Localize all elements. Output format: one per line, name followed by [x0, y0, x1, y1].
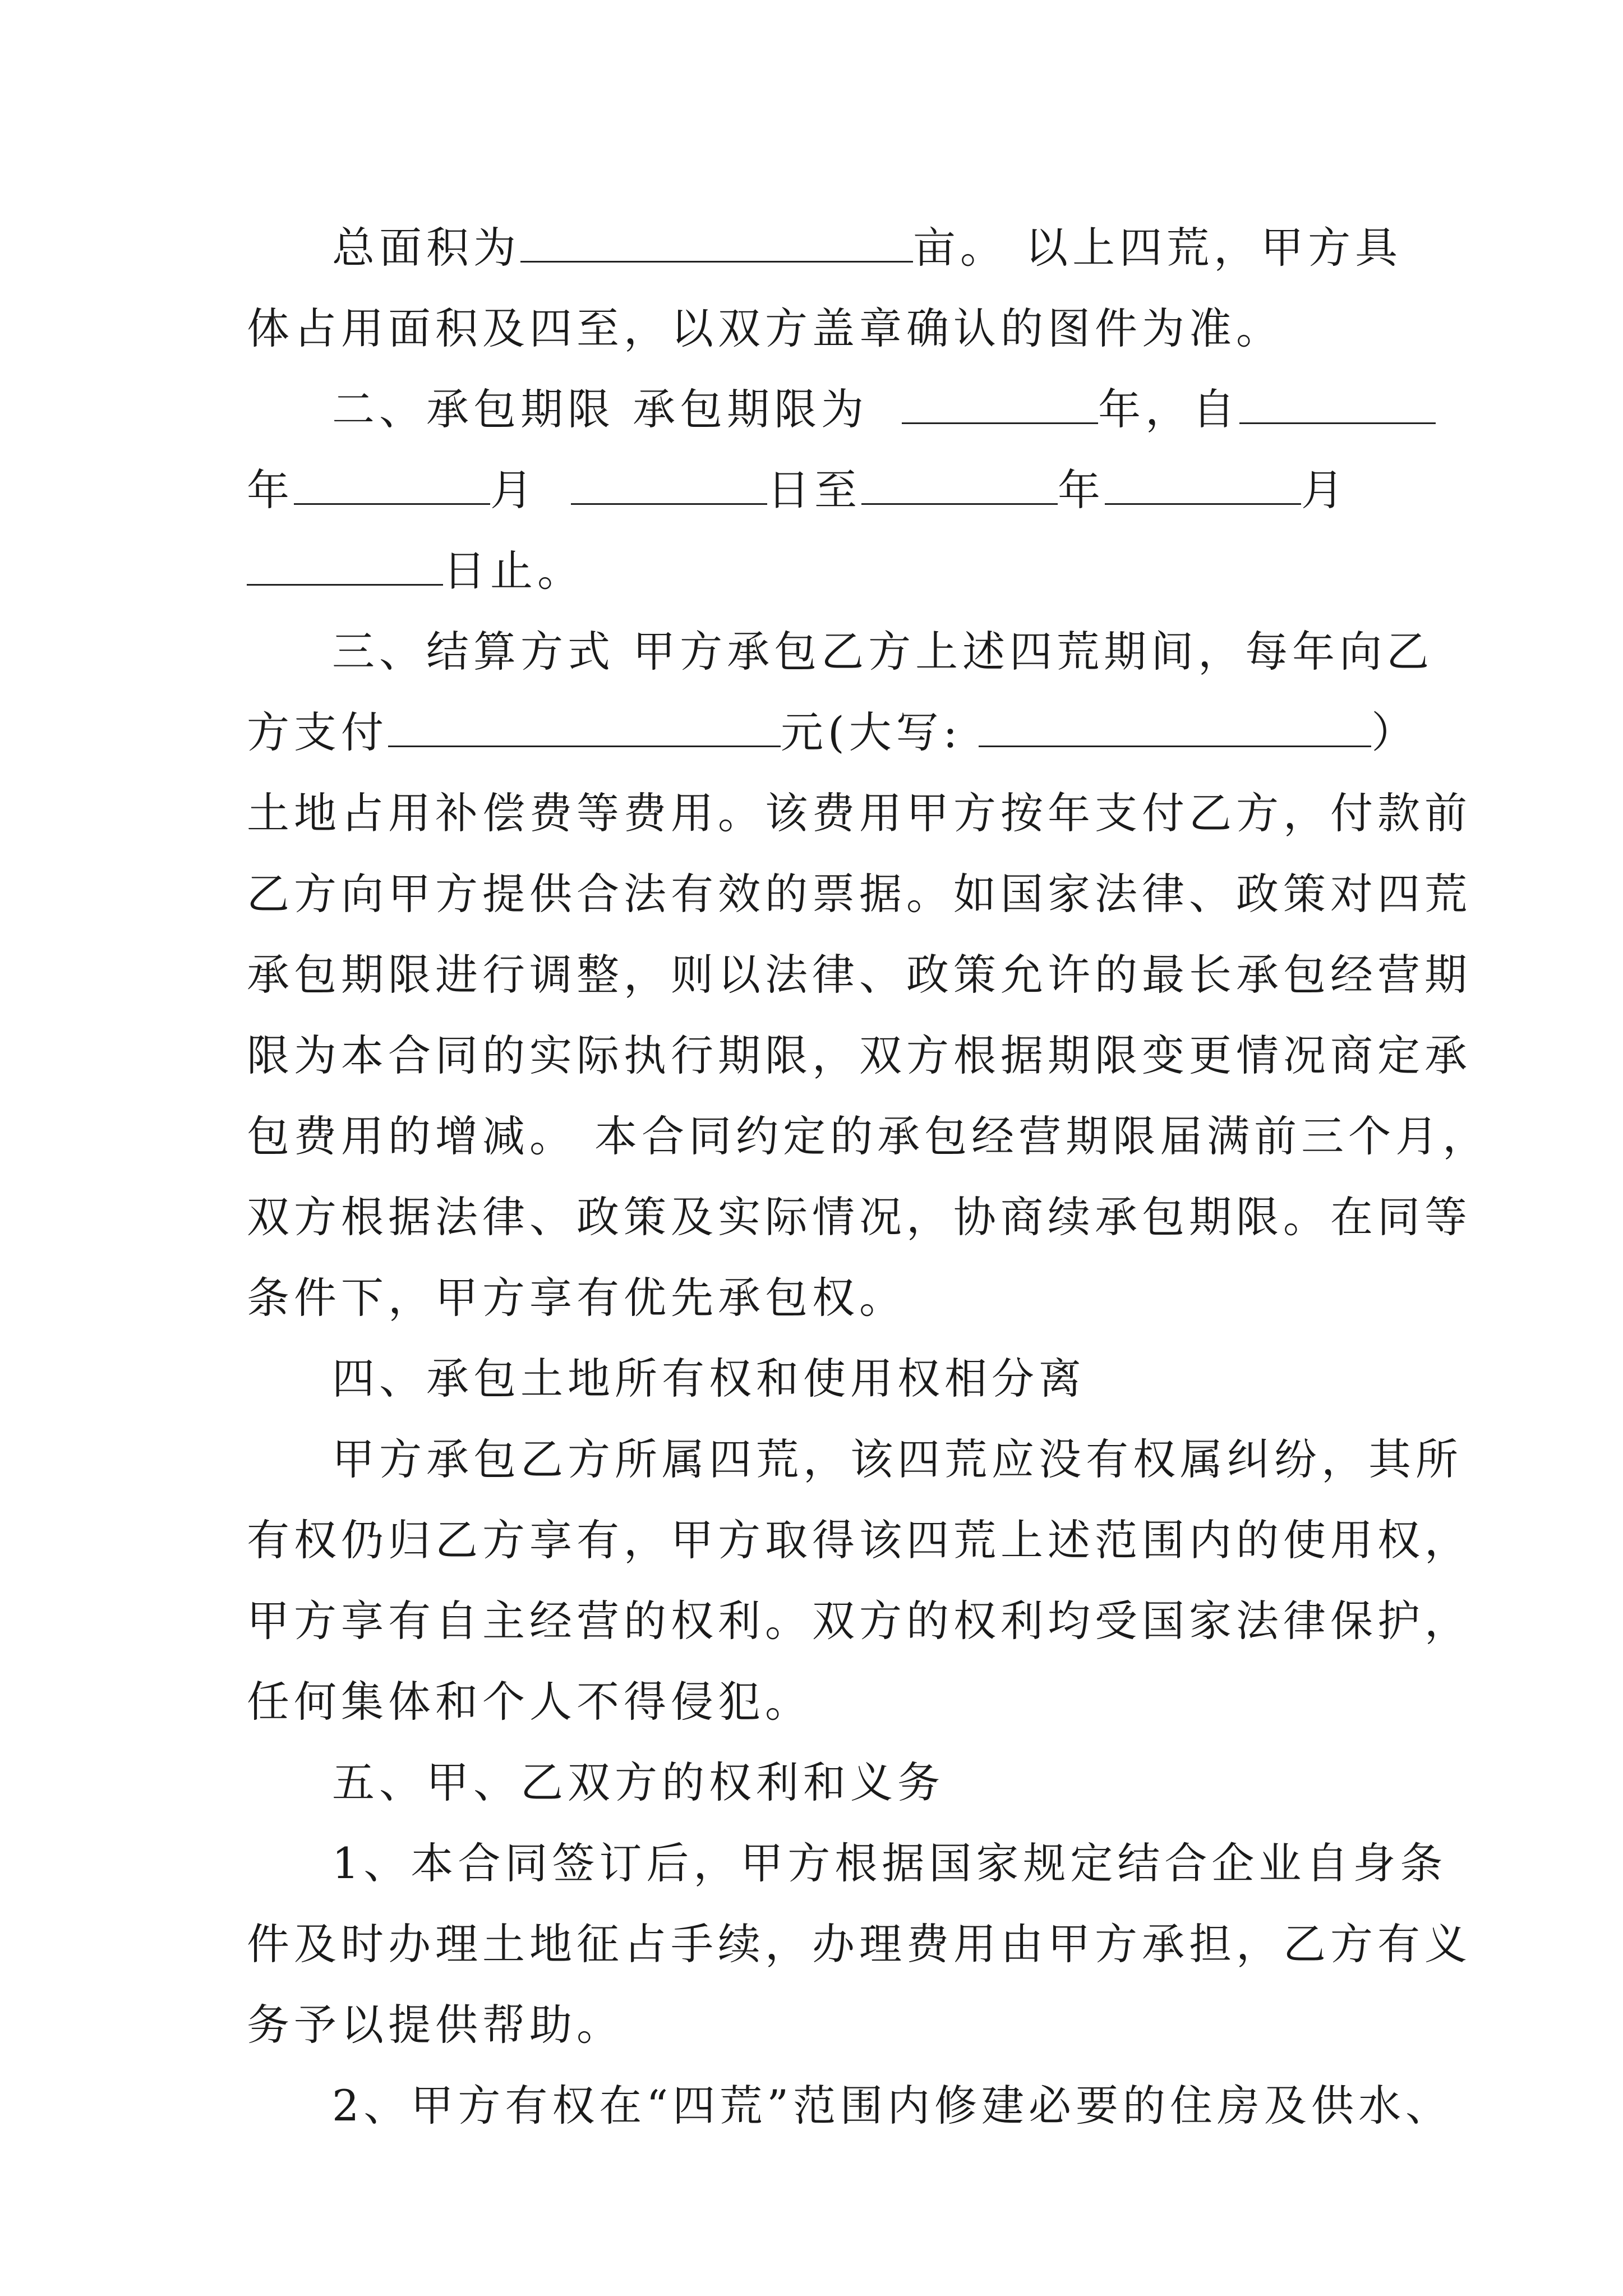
- section-heading: 四、承包土地所有权和使用权相分离: [332, 1354, 1086, 1404]
- to-label: 日至: [767, 465, 861, 515]
- text-line: 承包期限进行调整，则以法律、政策允许的最长承包经营期: [247, 950, 1472, 1000]
- year-label: 年: [1058, 465, 1105, 515]
- text-line: 乙方向甲方提供合法有效的票据。如国家法律、政策对四荒: [247, 869, 1472, 919]
- start-year-blank: [1239, 385, 1436, 424]
- pay-label: 方支付: [247, 707, 388, 757]
- term-years-blank: [902, 385, 1098, 424]
- start-month-blank: [294, 466, 490, 505]
- area-unit: 亩。 以上四荒，甲方具: [913, 223, 1403, 273]
- text-line: 甲方享有自主经营的权利。双方的权利均受国家法律保护，: [247, 1596, 1472, 1646]
- end-month-blank: [1105, 466, 1301, 505]
- text-line: 件及时办理土地征占手续，办理费用由甲方承担，乙方有义: [247, 1919, 1472, 1969]
- section-heading: 五、甲、乙双方的权利和义务: [332, 1757, 944, 1807]
- text-line: 任何集体和个人不得侵犯。: [247, 1677, 812, 1727]
- text-line: 甲方承包乙方所属四荒，该四荒应没有权属纠纷，其所: [332, 1434, 1463, 1484]
- text-line: 三、结算方式 甲方承包乙方上述四荒期间，每年向乙: [332, 627, 1434, 677]
- contract-page: [247, 208, 1490, 2146]
- text-line: 双方根据法律、政策及实际情况，协商续承包期限。在同等: [247, 1192, 1472, 1242]
- text-line: [247, 450, 1385, 531]
- end-day-blank: [247, 547, 443, 586]
- amount-words-label: 元(大写:: [781, 707, 962, 757]
- text-line: [247, 369, 1385, 450]
- text-line: 1、本合同签订后，甲方根据国家规定结合企业自身条: [332, 1838, 1447, 1888]
- year-label: 年: [247, 465, 294, 515]
- area-blank: [520, 224, 913, 263]
- area-label: 总面积为: [332, 223, 520, 273]
- text-line: 有权仍归乙方享有，甲方取得该四荒上述范围内的使用权，: [247, 1515, 1472, 1565]
- text-line: [247, 692, 1419, 773]
- end-year-blank: [861, 466, 1058, 505]
- amount-blank: [388, 708, 781, 747]
- text-line: 体占用面积及四至，以双方盖章确认的图件为准。: [247, 303, 1283, 353]
- month-label: 月: [490, 465, 537, 515]
- text-line: [247, 208, 1403, 288]
- amount-words-blank: [979, 708, 1371, 747]
- text-line: 限为本合同的实际执行期限，双方根据期限变更情况商定承: [247, 1030, 1472, 1080]
- text-line: 2、甲方有权在“四荒”范围内修建必要的住房及供水、: [332, 2081, 1453, 2131]
- term-label: 二、承包期限 承包期限为: [332, 384, 869, 434]
- start-day-blank: [571, 466, 767, 505]
- text-line: 务予以提供帮助。: [247, 2000, 624, 2050]
- month-label: 月: [1301, 465, 1348, 515]
- term-from-label: 年，自: [1098, 384, 1240, 434]
- text-line: 土地占用补偿费等费用。该费用甲方按年支付乙方，付款前: [247, 788, 1472, 838]
- text-line: 包费用的增减。 本合同约定的承包经营期限届满前三个月，: [247, 1111, 1490, 1161]
- text-line: [247, 531, 1385, 611]
- end-label: 日止。: [443, 546, 584, 596]
- close-paren: ）: [1371, 707, 1419, 757]
- text-line: 条件下，甲方享有优先承包权。: [247, 1273, 906, 1323]
